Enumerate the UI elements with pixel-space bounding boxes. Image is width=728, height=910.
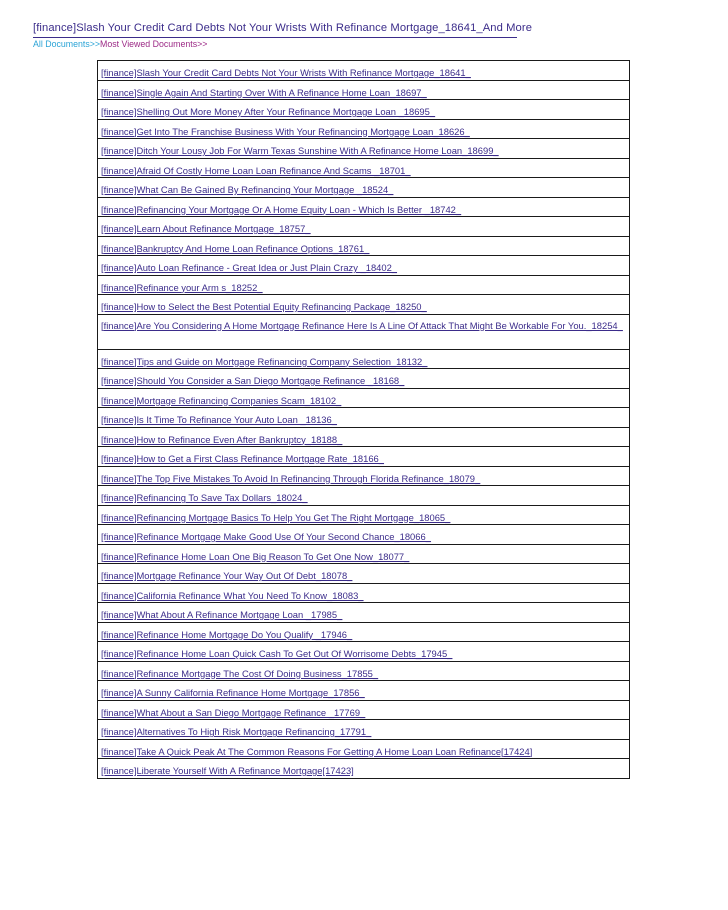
list-item — [98, 256, 629, 276]
document-link[interactable]: [finance]Liberate Yourself With A Refinance Mortgage[17423] — [101, 765, 354, 776]
document-link[interactable]: [finance]Refinance Home Mortgage Do You Qualify _17946_ — [101, 628, 353, 640]
document-link[interactable]: [finance]Refinance Mortgage The Cost Of Doing Business_17855_ — [101, 667, 379, 679]
document-link[interactable]: [finance]Refinancing To Save Tax Dollars_18024_ — [101, 492, 308, 503]
document-link[interactable]: [finance]Alternatives To High Risk Mortgage Refinancing_17791_ — [101, 726, 372, 737]
document-link[interactable]: [finance]Should You Consider a San Diego Mortgage Refinance _18168_ — [101, 375, 405, 386]
list-item — [98, 642, 629, 662]
document-link[interactable]: [finance]Shelling Out More Money After Your Refinance Mortgage Loan _18695_ — [101, 106, 436, 117]
list-item — [98, 486, 629, 506]
document-link[interactable]: [finance]What About A Refinance Mortgage Loan _17985_ — [101, 609, 343, 620]
list-item — [98, 759, 629, 779]
document-link[interactable]: [finance]A Sunny California Refinance Home Mortgage_17856_ — [101, 687, 365, 698]
list-item — [98, 525, 629, 545]
document-link[interactable]: [finance]Single Again And Starting Over With A Refinance Home Loan_18697_ — [101, 86, 427, 98]
list-item — [98, 428, 629, 448]
list-item — [98, 276, 629, 296]
list-item — [98, 467, 629, 487]
list-item — [98, 350, 629, 370]
document-link[interactable]: [finance]Is It Time To Refinance Your Auto Loan _18136_ — [101, 414, 337, 425]
document-link[interactable]: [finance]Refinancing Mortgage Basics To Help You Get The Right Mortgage_18065_ — [101, 511, 451, 523]
document-link[interactable]: [finance]Refinance Home Loan Quick Cash To Get Out Of Worrisome Debts_17945_ — [101, 648, 453, 659]
list-item — [98, 198, 629, 218]
document-link[interactable]: [finance]Mortgage Refinancing Companies Scam_18102_ — [101, 394, 342, 406]
document-link[interactable]: [finance]Ditch Your Lousy Job For Warm Texas Sunshine With A Refinance Home Loan_18699_ — [101, 145, 499, 156]
breadcrumb-most-viewed[interactable]: Most Viewed Documents>> — [100, 39, 208, 49]
document-link[interactable]: [finance]The Top Five Mistakes To Avoid In Refinancing Through Florida Refinance_18079_ — [101, 472, 481, 484]
document-link[interactable]: [finance]Auto Loan Refinance - Great Idea or Just Plain Crazy _18402_ — [101, 262, 398, 273]
list-item — [98, 178, 629, 198]
document-link[interactable]: [finance]How to Refinance Even After Bankruptcy_18188_ — [101, 433, 343, 445]
list-item — [98, 662, 629, 682]
document-link[interactable]: [finance]Take A Quick Peak At The Common Reasons For Getting A Home Loan Loan Refinance[17424] — [101, 745, 533, 757]
document-link[interactable]: [finance]Get Into The Franchise Business With Your Refinancing Mortgage Loan_18626_ — [101, 125, 470, 137]
document-link[interactable]: [finance]Tips and Guide on Mortgage Refinancing Company Selection_18132_ — [101, 355, 428, 367]
document-list — [97, 60, 630, 779]
list-item — [98, 701, 629, 721]
document-link[interactable]: [finance]Slash Your Credit Card Debts Not Your Wrists With Refinance Mortgage_18641_ — [101, 67, 471, 78]
list-item — [98, 159, 629, 179]
breadcrumb — [33, 39, 207, 49]
document-link[interactable]: [finance]Afraid Of Costly Home Loan Loan Refinance And Scams _18701_ — [101, 164, 411, 176]
list-item — [98, 389, 629, 409]
document-link[interactable]: [finance]Refinance your Arm s_18252_ — [101, 281, 263, 293]
document-link[interactable]: [finance]Learn About Refinance Mortgage_18757_ — [101, 223, 311, 234]
list-item — [98, 545, 629, 565]
list-item — [98, 584, 629, 604]
document-link[interactable]: [finance]How to Get a First Class Refinance Mortgage Rate_18166_ — [101, 453, 384, 464]
document-link[interactable]: [finance]Bankruptcy And Home Loan Refinance Options_18761_ — [101, 242, 370, 254]
list-item — [98, 100, 629, 120]
list-item — [98, 603, 629, 623]
list-item — [98, 81, 629, 101]
list-item — [98, 369, 629, 389]
document-link[interactable]: [finance]California Refinance What You Need To Know_18083_ — [101, 589, 364, 601]
title-underline — [33, 37, 517, 38]
list-item — [98, 506, 629, 526]
list-item — [98, 408, 629, 428]
list-item — [98, 315, 629, 350]
document-link[interactable]: [finance]What Can Be Gained By Refinancing Your Mortgage _18524_ — [101, 184, 394, 195]
document-link[interactable]: [finance]Refinancing Your Mortgage Or A Home Equity Loan - Which Is Better _18742_ — [101, 203, 462, 215]
list-item — [98, 237, 629, 257]
list-item — [98, 139, 629, 159]
list-item — [98, 623, 629, 643]
list-item — [98, 295, 629, 315]
document-link[interactable]: [finance]Refinance Home Loan One Big Reason To Get One Now_18077_ — [101, 550, 410, 562]
document-link[interactable]: [finance]How to Select the Best Potential Equity Refinancing Package_18250_ — [101, 301, 427, 312]
document-link[interactable]: [finance]Refinance Mortgage Make Good Use Of Your Second Chance_18066_ — [101, 531, 431, 542]
list-item — [98, 217, 629, 237]
breadcrumb-all-documents[interactable]: All Documents>> — [33, 39, 100, 49]
document-link[interactable]: [finance]What About a San Diego Mortgage Refinance _17769_ — [101, 706, 366, 718]
document-link[interactable]: [finance]Mortgage Refinance Your Way Out Of Debt_18078_ — [101, 570, 353, 581]
page-title: [finance]Slash Your Credit Card Debts Not Your Wrists With Refinance Mortgage_18641_And More — [33, 22, 533, 34]
list-item — [98, 61, 629, 81]
list-item — [98, 447, 629, 467]
list-item — [98, 720, 629, 740]
list-item — [98, 120, 629, 140]
list-item — [98, 681, 629, 701]
list-item — [98, 564, 629, 584]
document-link[interactable]: [finance]Are You Considering A Home Mortgage Refinance Here Is A Line Of Attack That Might Be Workable For You._18254_ — [101, 319, 623, 331]
list-item — [98, 740, 629, 760]
